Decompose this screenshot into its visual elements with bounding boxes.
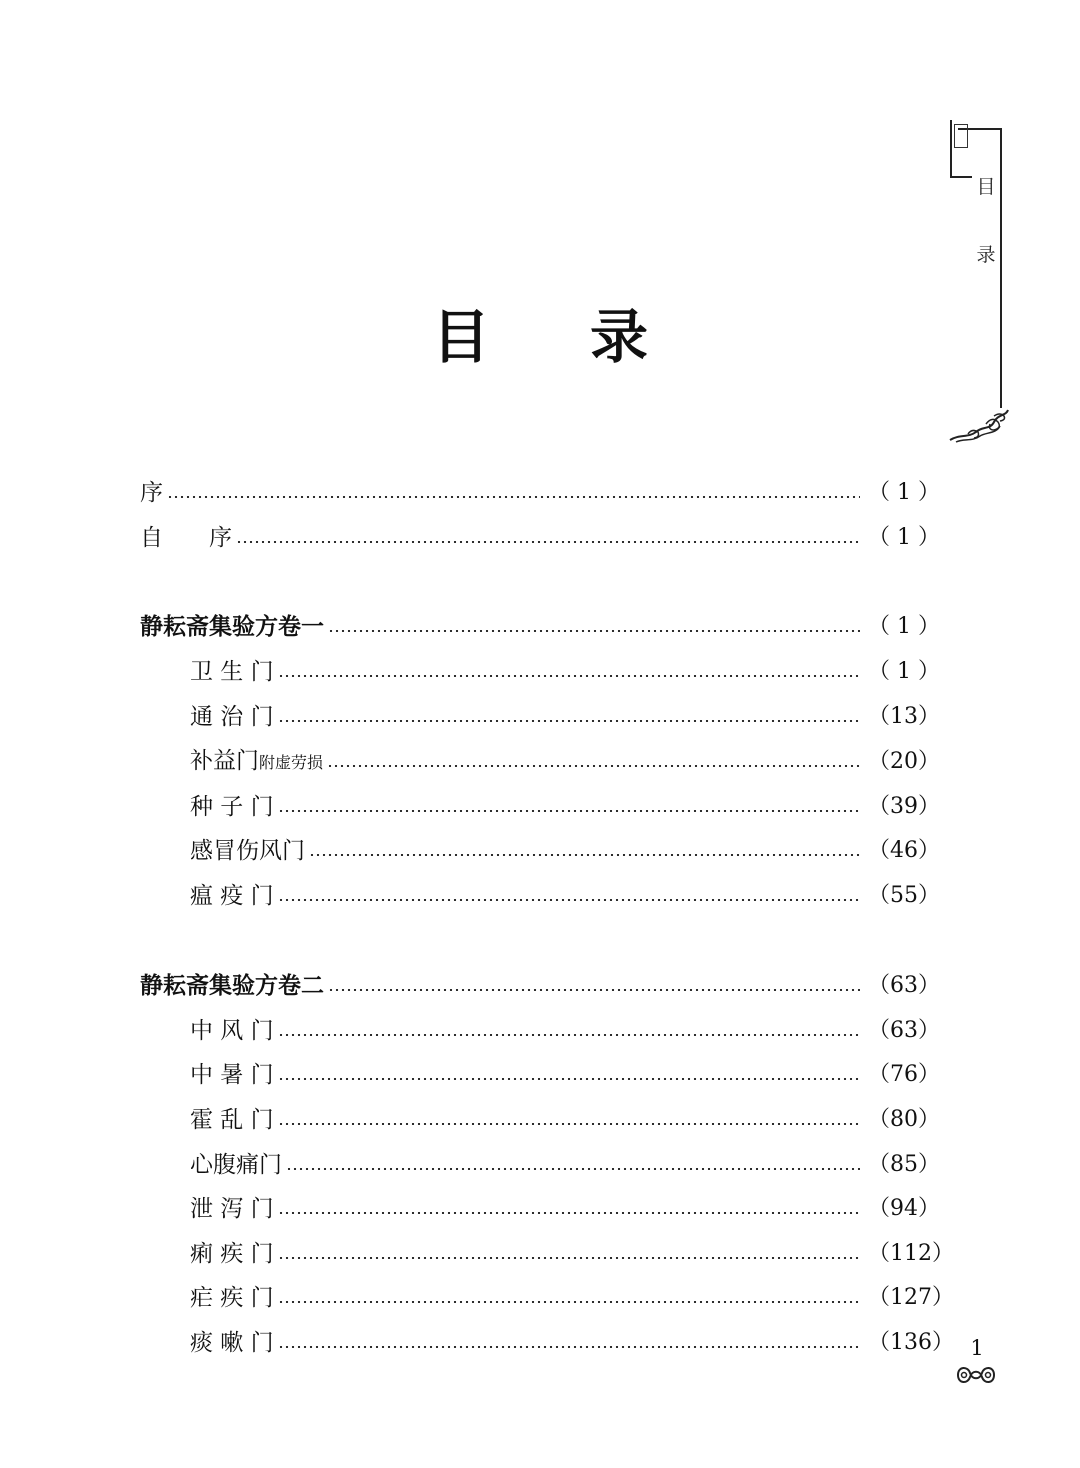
toc-entry-label: 痢 疾 门 [190, 1241, 274, 1267]
toc-entry-label: 感冒伤风门 [190, 838, 305, 864]
side-tab-char: 录 [976, 244, 996, 266]
title-char: 目 [431, 303, 490, 371]
leader-dots [278, 1257, 860, 1259]
toc-page-number: （ 1 ） [868, 659, 940, 684]
toc-entry-label: 中 暑 门 [190, 1062, 274, 1088]
toc-entry-label: 霍 乱 门 [190, 1107, 274, 1133]
side-tab-char: 目 [976, 176, 996, 198]
toc-entry-label: 痰 嗽 门 [190, 1330, 274, 1356]
toc-page-number: （39） [868, 794, 940, 819]
leader-dots [278, 899, 860, 901]
toc-page-number: （112） [868, 1241, 954, 1266]
toc-entry-section[interactable] [190, 655, 940, 689]
toc-entry-section[interactable] [190, 1326, 954, 1360]
toc-entry-label: 卫 生 门 [190, 659, 274, 685]
leader-dots [309, 854, 860, 856]
leader-dots [286, 1168, 860, 1170]
toc-page-number: （80） [868, 1107, 940, 1132]
toc-page-number: （136） [868, 1330, 954, 1355]
toc-page-number: （76） [868, 1062, 940, 1087]
toc-entry-section[interactable] [190, 745, 940, 779]
toc-entry-section[interactable] [190, 1237, 954, 1271]
toc-entry-section[interactable] [190, 790, 940, 824]
toc-entry-section[interactable] [190, 1014, 940, 1048]
leader-dots [278, 1123, 860, 1125]
leader-dots [278, 1034, 860, 1036]
leader-dots [278, 1346, 860, 1348]
toc-page-number: （ 1 ） [868, 525, 940, 550]
title-char: 录 [590, 303, 649, 371]
leader-dots [328, 989, 860, 991]
toc-entry-label [190, 744, 323, 780]
toc-entry-section[interactable] [190, 1281, 954, 1315]
toc-entry-section[interactable] [190, 700, 940, 734]
leader-dots [278, 720, 860, 722]
toc-entry-self-preface[interactable] [140, 521, 940, 555]
leader-dots [327, 765, 860, 767]
toc-entry-section[interactable] [190, 879, 940, 913]
toc-volume-label: 静耘斋集验方卷二 [140, 973, 324, 999]
toc-entry-label: 心腹痛门 [190, 1152, 282, 1178]
toc-entry-label: 瘟 疫 门 [190, 883, 274, 909]
toc-page-number: （63） [868, 973, 940, 998]
toc-entry-label: 种 子 门 [190, 794, 274, 820]
toc-entry-section[interactable] [190, 1192, 940, 1226]
knot-ornament-icon [954, 1362, 998, 1388]
toc-entry-note: 附虚劳损 [259, 753, 324, 772]
toc-entry-label: 疟 疾 门 [190, 1285, 274, 1311]
toc-volume-label: 静耘斋集验方卷一 [140, 614, 324, 640]
toc-page-number: （13） [868, 704, 940, 729]
toc-entry-volume-2[interactable] [140, 969, 940, 1003]
toc-entry-preface[interactable] [140, 476, 940, 510]
toc-page-number: （55） [868, 883, 940, 908]
toc-entry-section[interactable] [190, 1148, 940, 1182]
leader-dots [278, 1078, 860, 1080]
leader-dots [167, 496, 860, 498]
toc-page-number: （94） [868, 1196, 940, 1221]
toc-entry-label: 自 序 [140, 525, 232, 551]
toc-entry-label: 泄 泻 门 [190, 1196, 274, 1222]
toc-entry-label: 中 风 门 [190, 1018, 274, 1044]
toc-entry-section[interactable] [190, 1103, 940, 1137]
toc-page-number: （ 1 ） [868, 480, 940, 505]
leader-dots [328, 630, 860, 632]
toc-entry-label: 通 治 门 [190, 704, 274, 730]
toc-page-number: （63） [868, 1018, 940, 1043]
toc-page-number: （127） [868, 1285, 954, 1310]
toc-page-number: （46） [868, 838, 940, 863]
leader-dots [278, 810, 860, 812]
leader-dots [278, 1212, 860, 1214]
toc-page-number: （ 1 ） [868, 614, 940, 639]
toc-entry-section[interactable] [190, 834, 940, 868]
leader-dots [278, 675, 860, 677]
toc-page-number: （20） [868, 749, 940, 774]
toc-page-number: （85） [868, 1152, 940, 1177]
toc-entry-section[interactable] [190, 1058, 940, 1092]
toc-entry-volume-1[interactable] [140, 610, 940, 644]
leader-dots [236, 541, 860, 543]
leader-dots [278, 1301, 860, 1303]
page-folio-number: 1 [970, 1336, 984, 1360]
toc-entry-label-main: 补益门 [190, 748, 259, 774]
toc-entry-label: 序 [140, 480, 163, 506]
